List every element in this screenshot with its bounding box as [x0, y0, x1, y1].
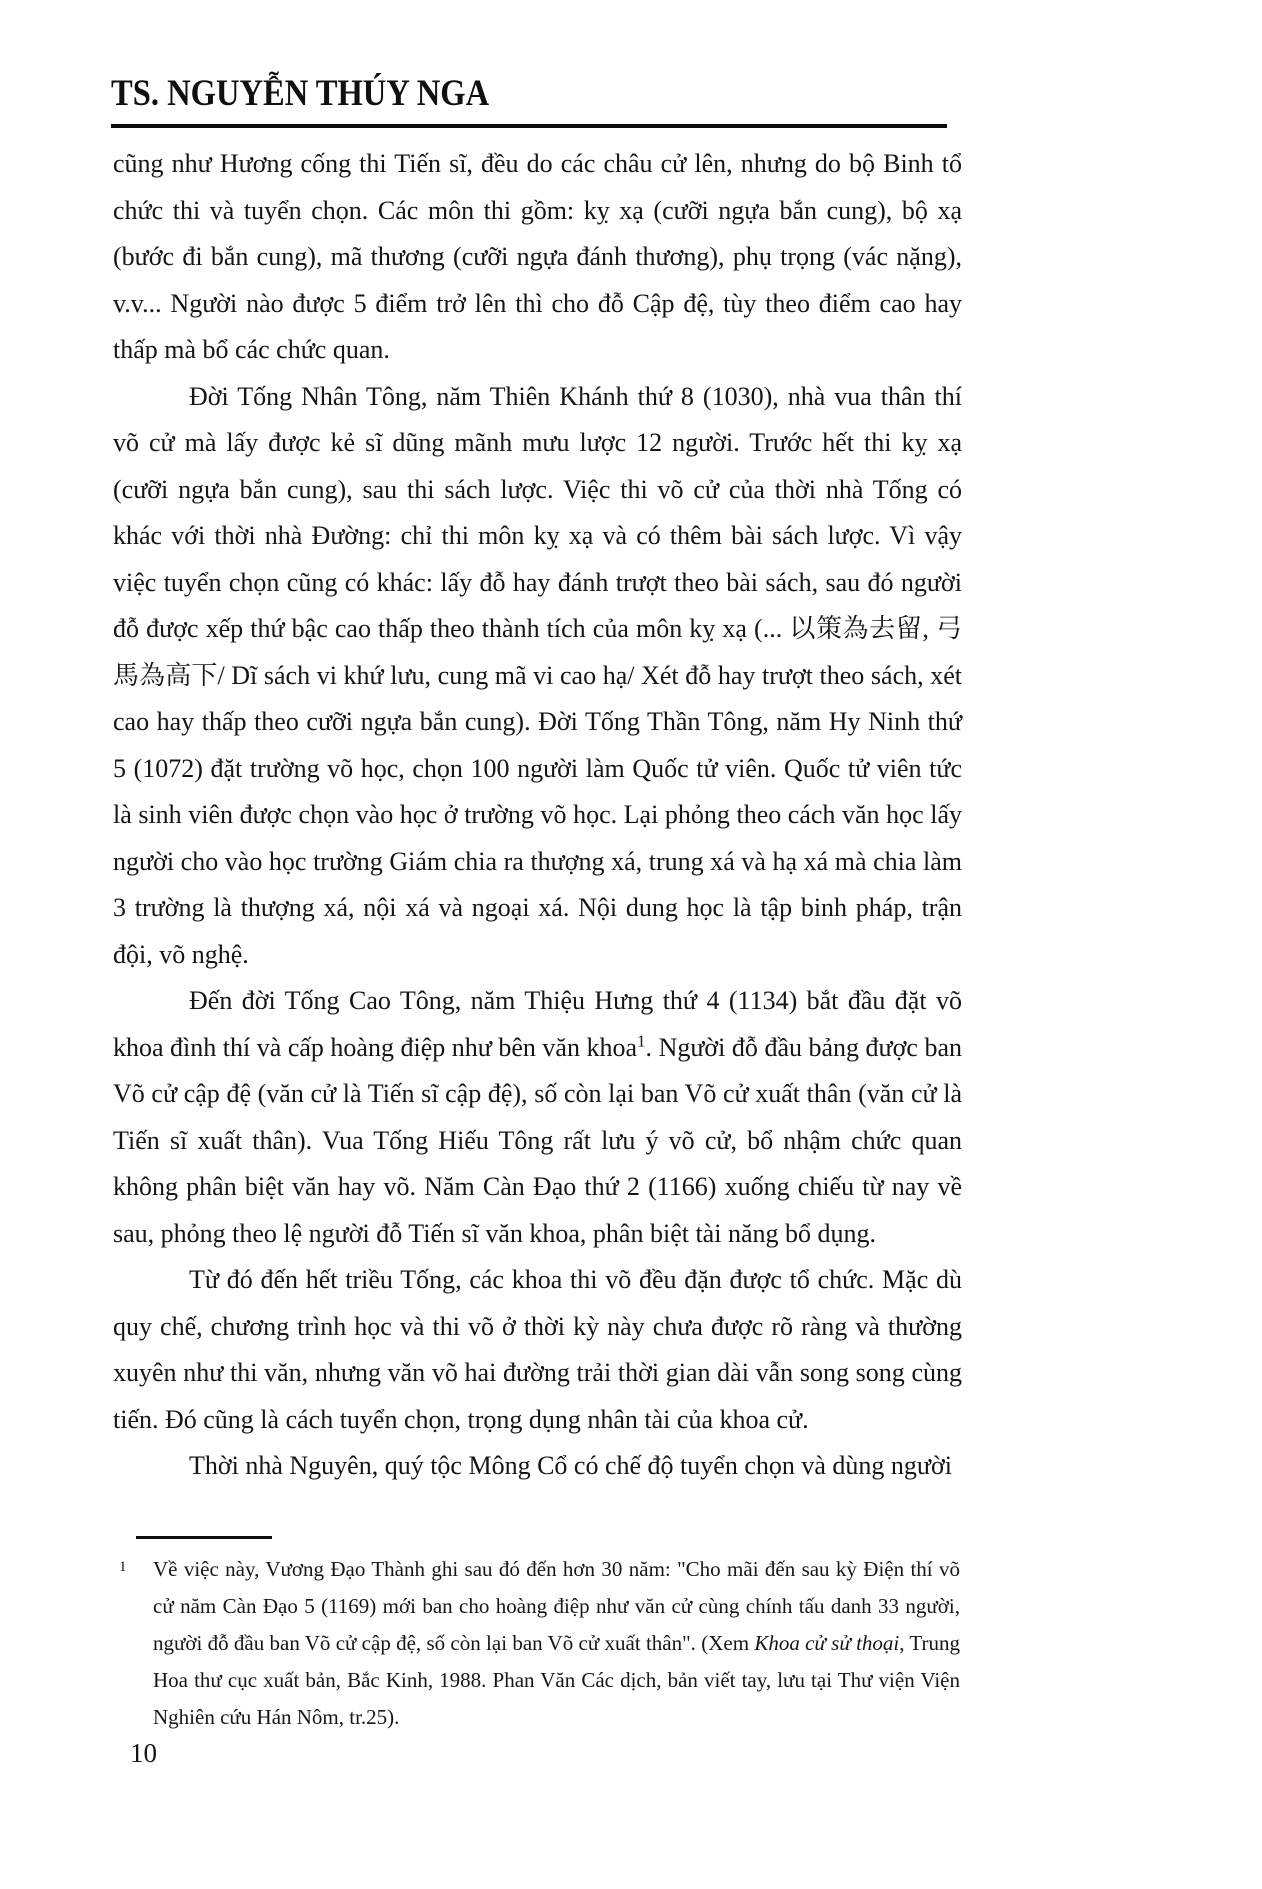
paragraph-1-text: cũng như Hương cống thi Tiến sĩ, đều do các châu cử lên, nhưng do bộ Binh tổ chức thi và tuyển chọn. Các môn thi gồm: kỵ xạ (cưỡi ngựa bắn cung), bộ xạ (bước đi bắn cung), mã thương (cưỡi ngựa đánh thương), phụ trọng (vác nặng), v.v... Người nào được 5 điểm trở lên thì cho đỗ Cập đệ, tùy theo điểm cao hay thấp mà bổ các chức quan.: [113, 149, 962, 364]
paragraph-3-text-after-footnote: . Người đỗ đầu bảng được ban Võ cử cập đệ (văn cử là Tiến sĩ cập đệ), số còn lại ban Võ cử xuất thân (văn cử là Tiến sĩ xuất thân). Vua Tống Hiếu Tông rất lưu ý võ cử, bổ nhậm chức quan không phân biệt văn hay võ. Năm Càn Đạo thứ 2 (1166) xuống chiếu từ nay về sau, phỏng theo lệ người đỗ Tiến sĩ văn khoa, phân biệt tài năng bổ dụng.: [113, 1032, 962, 1248]
header-rule: [111, 124, 947, 128]
footnote-text-after-title: , Trung Hoa thư cục xuất bản, Bắc Kinh, 1988. Phan Văn Các dịch, bản viết tay, lưu tại Thư viện Viện Nghiên cứu Hán Nôm, tr.25).: [153, 1631, 961, 1729]
paragraph-4-text: Từ đó đến hết triều Tống, các khoa thi võ đều đặn được tổ chức. Mặc dù quy chế, chương trình học và thi võ ở thời kỳ này chưa được rõ ràng và thường xuyên như thi văn, nhưng văn võ hai đường trải thời gian dài vẫn song song cùng tiến. Đó cũng là cách tuyển chọn, trọng dụng nhân tài của khoa cử.: [113, 1265, 962, 1434]
paragraph-3: [113, 978, 962, 1257]
paragraph-4: [113, 1257, 962, 1443]
paragraph-5-text: Thời nhà Nguyên, quý tộc Mông Cổ có chế độ tuyển chọn và dùng người: [189, 1451, 952, 1480]
paragraph-3-text-before-footnote: Đến đời Tống Cao Tông, năm Thiệu Hưng thứ 4 (1134) bắt đầu đặt võ khoa đình thí và cấp hoàng điệp như bên văn khoa: [113, 986, 962, 1062]
footnote: [117, 1551, 960, 1736]
footnote-marker: 1: [119, 1559, 127, 1575]
paragraph-2-text: Đời Tống Nhân Tông, năm Thiên Khánh thứ 8 (1030), nhà vua thân thí võ cử mà lấy được kẻ sĩ dũng mãnh mưu lược 12 người. Trước hết thi kỵ xạ (cưỡi ngựa bắn cung), sau thi sách lược. Việc thi võ cử của thời nhà Tống có khác với thời nhà Đường: chỉ thi môn kỵ xạ và có thêm bài sách lược. Vì vậy việc tuyển chọn cũng có khác: lấy đỗ hay đánh trượt theo bài sách, sau đó người đỗ được xếp thứ bậc cao thấp theo thành tích của môn kỵ xạ (... 以策為去留, 弓馬為高下/ Dĩ sách vi khứ lưu, cung mã vi cao hạ/ Xét đỗ hay trượt theo sách, xét cao hay thấp theo cưỡi ngựa bắn cung). Đời Tống Thần Tông, năm Hy Ninh thứ 5 (1072) đặt trường võ học, chọn 100 người làm Quốc tử viên. Quốc tử viên tức là sinh viên được chọn vào học ở trường võ học. Lại phỏng theo cách văn học lấy người cho vào học trường Giám chia ra thượng xá, trung xá và hạ xá mà chia làm 3 trường là thượng xá, nội xá và ngoại xá. Nội dung học là tập binh pháp, trận đội, võ nghệ.: [113, 381, 962, 969]
body-text: [113, 141, 962, 1490]
footnote-reference-1: 1: [637, 1030, 646, 1050]
footnote-separator: [136, 1536, 272, 1539]
paragraph-5: [113, 1443, 962, 1490]
footnote-book-title: Khoa cử sử thoại: [754, 1631, 900, 1655]
header-author: TS. NGUYỄN THÚY NGA: [111, 73, 490, 114]
paragraph-2: [113, 374, 962, 979]
page-number: 10: [130, 1738, 157, 1768]
paragraph-1: [113, 141, 962, 374]
footnote-text-before-title: Về việc này, Vương Đạo Thành ghi sau đó đến hơn 30 năm: "Cho mãi đến sau kỳ Điện thí võ cử năm Càn Đạo 5 (1169) mới ban cho hoàng điệp như văn cử cùng chính tấu danh 33 người, người đỗ đầu ban Võ cử cập đệ, số còn lại ban Võ cử xuất thân". (Xem: [153, 1557, 960, 1655]
